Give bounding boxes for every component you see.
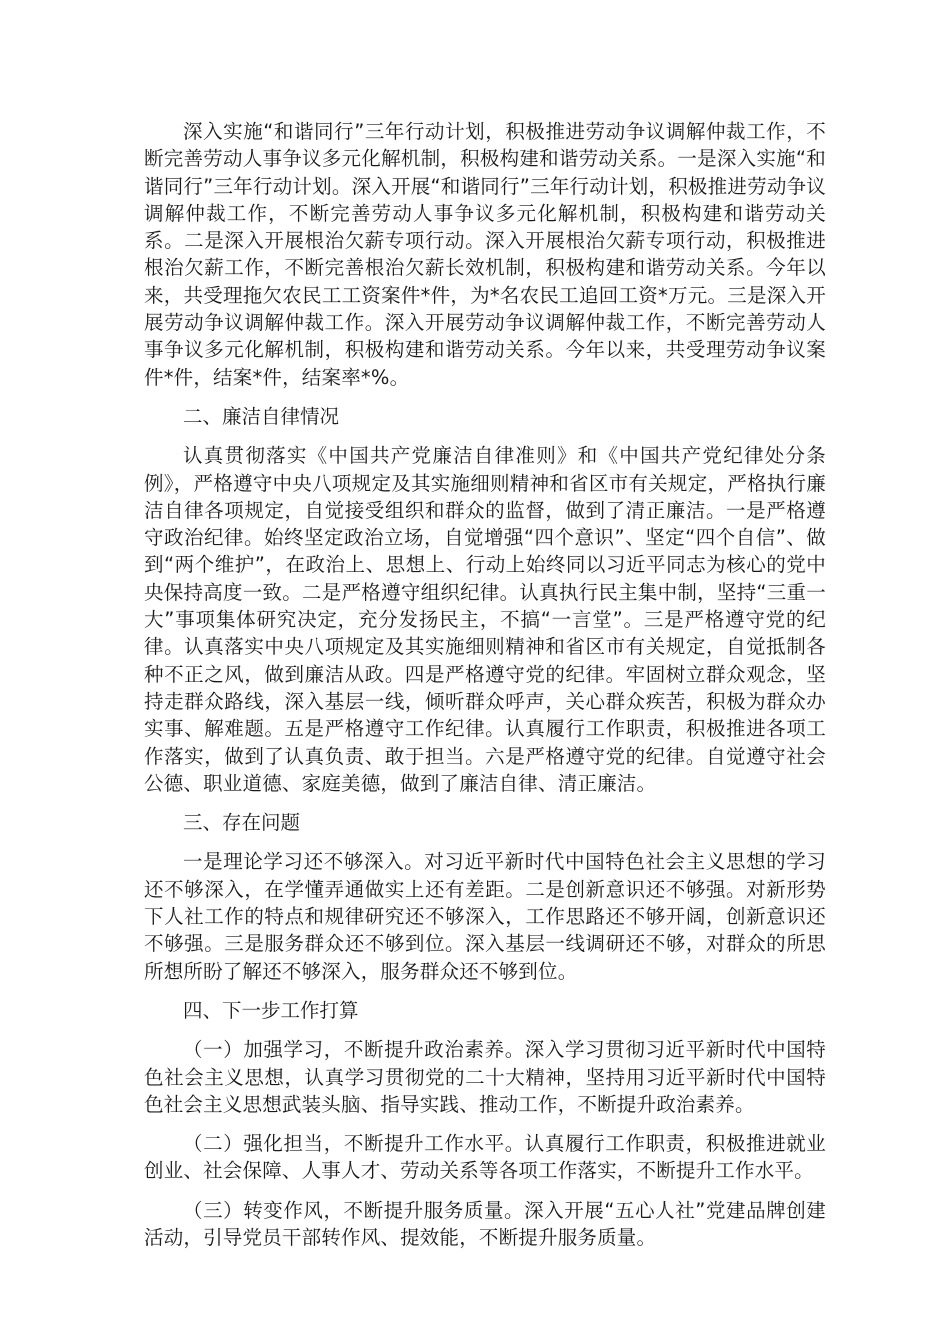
paragraph-plan-service: （三）转变作风，不断提升服务质量。深入开展“五心人社”党建品牌创建活动，引导党员干部转作风、提效能，不断提升服务质量。 (144, 1198, 826, 1249)
paragraph-plan-study: （一）加强学习，不断提升政治素养。深入学习贯彻习近平新时代中国特色社会主义思想，认真学习贯彻党的二十大精神，坚持用习近平新时代中国特色社会主义思想武装头脑、指导实践、推动工作，不断提升政治素养。 (144, 1038, 826, 1116)
paragraph-plan-responsibility: （二）强化担当，不断提升工作水平。认真履行工作职责，积极推进就业创业、社会保障、人事人才、劳动关系等各项工作落实，不断提升工作水平。 (144, 1132, 826, 1183)
section-heading-problems: 三、存在问题 (183, 811, 301, 835)
section-heading-integrity: 二、廉洁自律情况 (183, 404, 340, 428)
document-page (144, 118, 826, 1251)
paragraph-problems: 一是理论学习还不够深入。对习近平新时代中国特色社会主义思想的学习还不够深入，在学懂弄通做实上还有差距。二是创新意识还不够强。对新形势下人社工作的特点和规律研究还不够深入，工作思路还不够开阔，创新意识还不够强。三是服务群众还不够到位。深入基层一线调研还不够，对群众的所思所想所盼了解还不够深入，服务群众还不够到位。 (144, 850, 826, 983)
paragraph-integrity: 认真贯彻落实《中国共产党廉洁自律准则》和《中国共产党纪律处分条例》，严格遵守中央八项规定及其实施细则精神和省区市有关规定，严格执行廉洁自律各项规定，自觉接受组织和群众的监督，做到了清正廉洁。一是严格遵守政治纪律。始终坚定政治立场，自觉增强“四个意识”、坚定“四个自信”、做到“两个维护”，在政治上、思想上、行动上始终同以习近平同志为核心的党中央保持高度一致。二是严格遵守组织纪律。认真执行民主集中制，坚持“三重一大”事项集体研究决定，充分发扬民主，不搞“一言堂”。三是严格遵守党的纪律。认真落实中央八项规定及其实施细则精神和省区市有关规定，自觉抵制各种不正之风，做到廉洁从政。四是严格遵守党的纪律。牢固树立群众观念，坚持走群众路线，深入基层一线，倾听群众呼声，关心群众疾苦，积极为群众办实事、解难题。五是严格遵守工作纪律。认真履行工作职责，积极推进各项工作落实，做到了认真负责、敢于担当。六是严格遵守党的纪律。自觉遵守社会公德、职业道德、家庭美德，做到了廉洁自律、清正廉洁。 (144, 444, 826, 795)
section-heading-next-steps: 四、下一步工作打算 (183, 998, 359, 1022)
paragraph-labor-dispute: 深入实施“和谐同行”三年行动计划，积极推进劳动争议调解仲裁工作，不断完善劳动人事争议多元化解机制，积极构建和谐劳动关系。一是深入实施“和谐同行”三年行动计划。深入开展“和谐同行”三年行动计划，积极推进劳动争议调解仲裁工作，不断完善劳动人事争议多元化解机制，积极构建和谐劳动关系。二是深入开展根治欠薪专项行动。深入开展根治欠薪专项行动，积极推进根治欠薪工作，不断完善根治欠薪长效机制，积极构建和谐劳动关系。今年以来，共受理拖欠农民工工资案件*件，为*名农民工追回工资*万元。三是深入开展劳动争议调解仲裁工作。深入开展劳动争议调解仲裁工作，不断完善劳动人事争议多元化解机制，积极构建和谐劳动关系。今年以来，共受理劳动争议案件*件，结案*件，结案率*%。 (144, 120, 826, 389)
